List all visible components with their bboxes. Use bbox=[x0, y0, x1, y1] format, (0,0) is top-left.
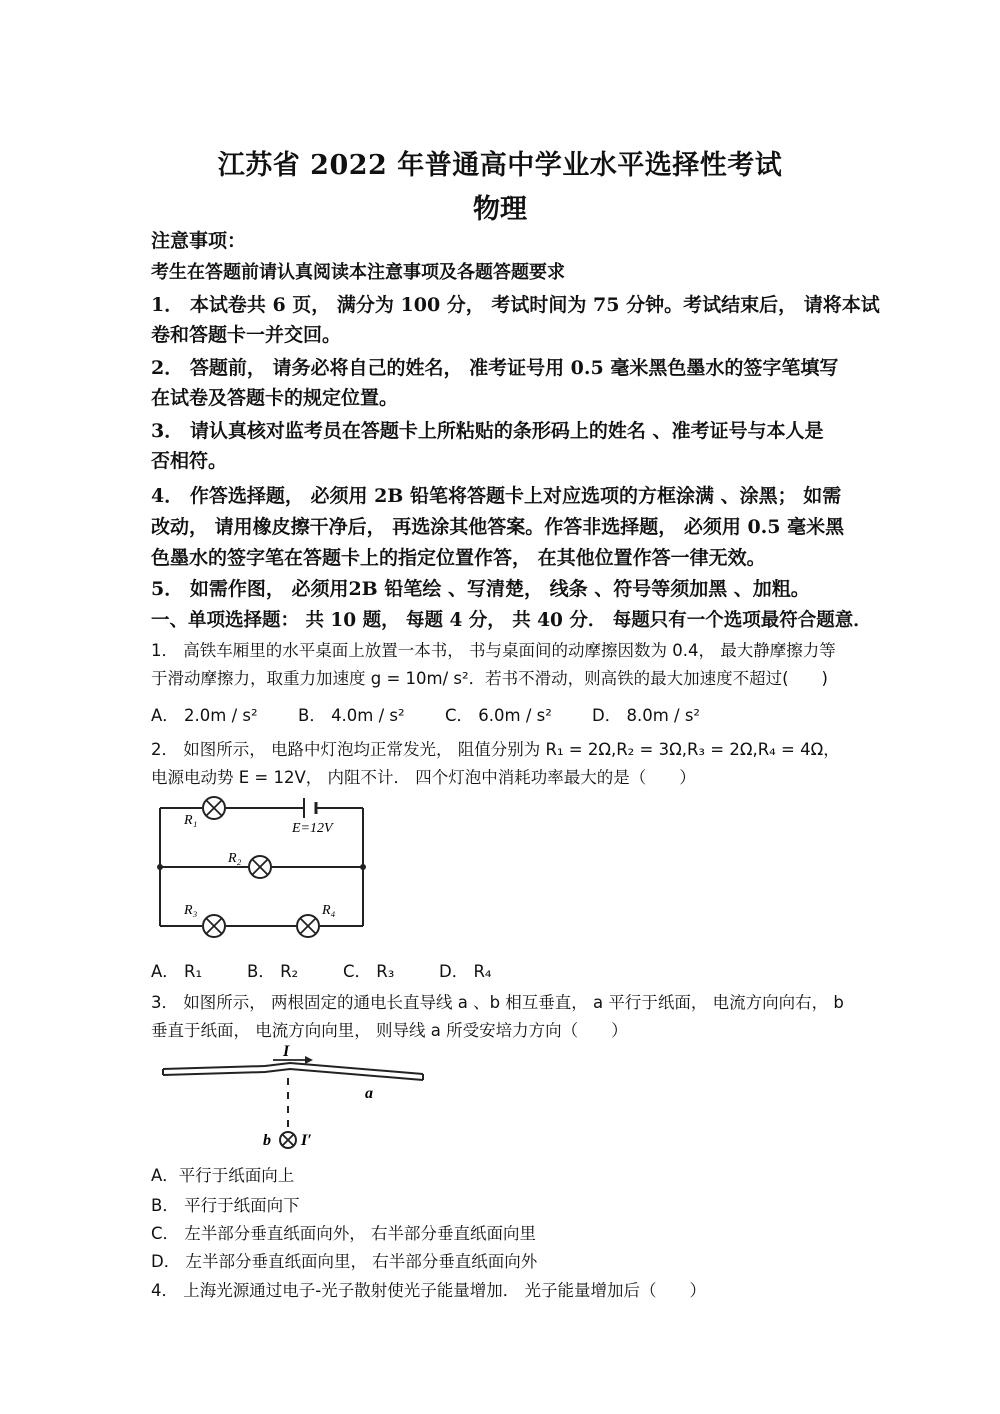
label-r3: R₃ bbox=[184, 903, 198, 918]
label-r1: R₁ bbox=[184, 813, 198, 828]
label-current-a: I bbox=[283, 1043, 290, 1060]
label-r2: R₂ bbox=[228, 851, 242, 866]
q2-option-d[interactable]: D． R₄ bbox=[439, 962, 492, 981]
notice-item-3b: 否相符。 bbox=[151, 450, 228, 472]
notice-item-1a: 1． 本试卷共 6 页， 满分为 100 分， 考试时间为 75 分钟。考试结束后， 请将本试 bbox=[151, 294, 880, 316]
q3-line1: 3． 如图所示， 两根固定的通电长直导线 a 、b 相互垂直， a 平行于纸面， 电流方向向右， b bbox=[151, 993, 844, 1012]
q1-line1: 1． 高铁车厢里的水平桌面上放置一本书， 书与桌面间的动摩擦因数为 0.4， 最大静摩擦力等 bbox=[151, 641, 836, 660]
q2-line2: 电源电动势 E = 12V， 内阻不计． 四个灯泡中消耗功率最大的是（ ） bbox=[151, 768, 696, 787]
notice-intro: 考生在答题前请认真阅读本注意事项及各题答题要求 bbox=[151, 262, 565, 283]
section-heading: 一、单项选择题： 共 10 题， 每题 4 分， 共 40 分． 每题只有一个选项最符合题意． bbox=[151, 610, 872, 631]
label-wire-a: a bbox=[365, 1085, 373, 1102]
q1-option-b[interactable]: B． 4.0m / s² bbox=[298, 706, 405, 725]
q2-options bbox=[151, 958, 492, 982]
subject-title: 物理 bbox=[473, 194, 527, 225]
q3-line2: 垂直于纸面， 电流方向向里， 则导线 a 所受安培力方向（ ） bbox=[151, 1021, 628, 1040]
q1-line2: 于滑动摩擦力，取重力加速度 g = 10m/ s²．若书不滑动，则高铁的最大加速度不超过( ) bbox=[151, 669, 828, 688]
into-page-icon bbox=[280, 1132, 296, 1148]
label-wire-b: b bbox=[263, 1132, 271, 1149]
q2-option-b[interactable]: B． R₂ bbox=[247, 962, 299, 981]
q1-option-d[interactable]: D． 8.0m / s² bbox=[592, 706, 701, 725]
notice-item-2b: 在试卷及答题卡的规定位置。 bbox=[151, 387, 399, 409]
q3-wire-diagram bbox=[155, 1042, 435, 1154]
q2-circuit-diagram bbox=[150, 790, 380, 950]
q2-line1: 2． 如图所示， 电路中灯泡均正常发光， 阻值分别为 R₁ = 2Ω,R₂ = 3Ω,R₃ = 2Ω,R₄ = 4Ω， bbox=[151, 740, 840, 759]
notice-item-4b: 改动， 请用橡皮擦干净后， 再选涂其他答案。作答非选择题， 必须用 0.5 毫米黑 bbox=[151, 516, 845, 538]
q1-options bbox=[151, 702, 700, 726]
q3-option-a[interactable]: A．平行于纸面向上 bbox=[151, 1166, 295, 1185]
notice-item-3a: 3． 请认真核对监考员在答题卡上所粘贴的条形码上的姓名 、准考证号与本人是 bbox=[151, 420, 824, 442]
notice-item-1b: 卷和答题卡一并交回。 bbox=[151, 324, 342, 346]
q2-option-c[interactable]: C． R₃ bbox=[343, 962, 395, 981]
q2-option-a[interactable]: A． R₁ bbox=[151, 962, 203, 981]
notice-heading: 注意事项： bbox=[151, 230, 247, 252]
q1-option-a[interactable]: A． 2.0m / s² bbox=[151, 706, 258, 725]
notice-item-2a: 2． 答题前， 请务必将自己的姓名， 准考证号用 0.5 毫米黑色墨水的签字笔填写 bbox=[151, 357, 839, 379]
label-emf: E=12V bbox=[292, 821, 333, 836]
q4-line1: 4． 上海光源通过电子-光子散射使光子能量增加． 光子能量增加后（ ） bbox=[151, 1281, 706, 1300]
q3-option-b[interactable]: B． 平行于纸面向下 bbox=[151, 1196, 300, 1215]
q3-option-c[interactable]: C． 左半部分垂直纸面向外， 右半部分垂直纸面向里 bbox=[151, 1224, 537, 1243]
label-r4: R₄ bbox=[322, 903, 336, 918]
notice-item-4c: 色墨水的签字笔在答题卡上的指定位置作答， 在其他位置作答一律无效。 bbox=[151, 547, 766, 569]
q1-option-c[interactable]: C． 6.0m / s² bbox=[445, 706, 552, 725]
exam-title: 江苏省 2022 年普通高中学业水平选择性考试 bbox=[217, 150, 783, 181]
q3-option-d[interactable]: D． 左半部分垂直纸面向里， 右半部分垂直纸面向外 bbox=[151, 1252, 538, 1271]
notice-item-5: 5． 如需作图， 必须用2B 铅笔绘 、写清楚， 线条 、符号等须加黑 、加粗。 bbox=[151, 578, 810, 600]
notice-item-4a: 4． 作答选择题， 必须用 2B 铅笔将答题卡上对应选项的方框涂满 、涂黑； 如需 bbox=[151, 485, 842, 507]
label-current-b: I′ bbox=[301, 1132, 312, 1149]
